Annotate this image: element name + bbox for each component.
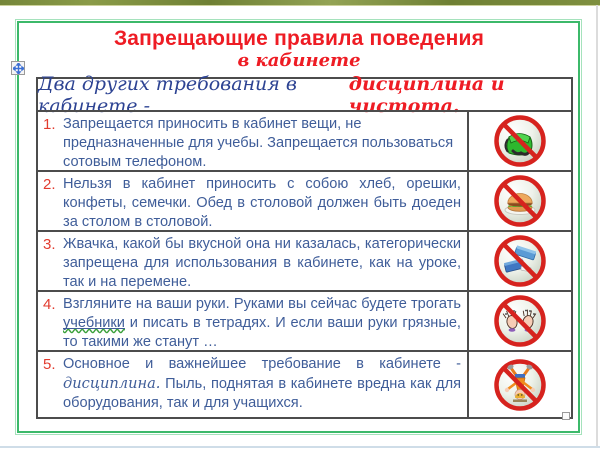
rule-row-5 bbox=[38, 350, 571, 417]
table-resize-handle[interactable] bbox=[562, 412, 570, 420]
rule-number: 3. bbox=[43, 236, 56, 253]
rule-text: Основное и важнейшее требование в кабинете - дисциплина. Пыль, поднятая в кабинете вредна как для оборудования, так и для учащихся. bbox=[63, 356, 461, 411]
rule-number: 5. bbox=[43, 356, 56, 373]
no-dirty-hands-icon bbox=[493, 294, 547, 348]
no-chewing-gum-icon bbox=[493, 234, 547, 288]
rule-text: Взгляните на ваши руки. Руками вы сейчас будете трогать учебники и писать в тетрадях. И если ваши руки грязные, то такими же станут … bbox=[63, 296, 461, 350]
window-bottom-edge bbox=[0, 446, 600, 448]
rule-number: 1. bbox=[43, 116, 56, 133]
rule-row-3 bbox=[38, 230, 571, 290]
header-emphasis-text: дисциплина и чистота. bbox=[348, 72, 505, 117]
no-backpack-icon bbox=[493, 114, 547, 168]
slide-title bbox=[20, 27, 578, 71]
no-burger-icon bbox=[493, 174, 547, 228]
rule-text: Жвачка, какой бы вкусной она ни казалась, категорически запрещена для использования в кабинете, как на уроке, так и на перемене. bbox=[63, 236, 461, 290]
title-line-1: Запрещающие правила поведения bbox=[113, 27, 485, 50]
rule-row-4 bbox=[38, 290, 571, 350]
rules-table bbox=[36, 72, 573, 419]
header-lead-text: Два других требования в кабинете - bbox=[38, 72, 297, 117]
script-word: дисциплина. bbox=[63, 375, 161, 392]
no-acrobatics-icon bbox=[493, 358, 547, 412]
rule-text: Нельзя в кабинет приносить с собою хлеб, орешки, конфеты, семечки. Обед в столовой должен быть доеден за столом в столовой. bbox=[63, 176, 461, 230]
underlined-word: учебники bbox=[63, 315, 125, 331]
rule-number: 2. bbox=[43, 176, 56, 193]
table-header-row bbox=[38, 72, 571, 117]
window-right-edge bbox=[596, 5, 598, 446]
rule-row-2 bbox=[38, 170, 571, 230]
title-line-2: в кабинете bbox=[237, 50, 361, 71]
rule-row-1 bbox=[38, 110, 571, 170]
rule-number: 4. bbox=[43, 296, 56, 313]
rule-text: Запрещается приносить в кабинет вещи, не предназначенные для учебы. Запрещается пользоваться сотовым телефоном. bbox=[63, 116, 454, 170]
window-top-border bbox=[0, 0, 600, 6]
